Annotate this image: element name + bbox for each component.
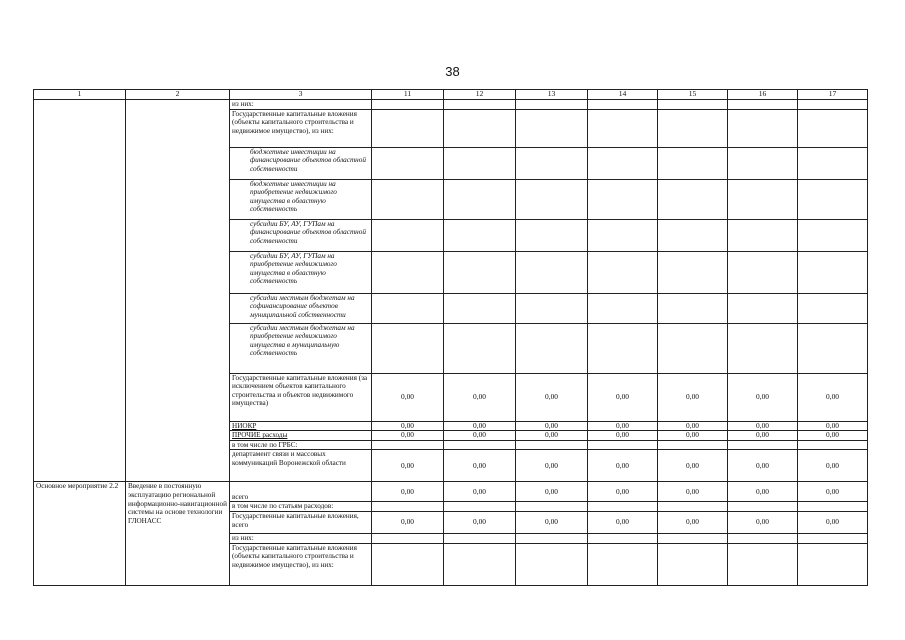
header-cell: 17 <box>798 90 868 100</box>
value-cell: 0,00 <box>516 421 588 431</box>
value-cell <box>588 293 658 323</box>
value-cell <box>372 440 444 450</box>
value-cell <box>444 533 516 543</box>
row-label: субсидии местным бюджетам на софинансирование объектов муниципальной собственности <box>230 293 372 323</box>
value-cell <box>798 502 868 512</box>
measure-title-cell: Введение в постоянную эксплуатацию региональной информационно-навигационной системы на основе технологии ГЛОНАСС <box>126 482 230 585</box>
value-cell <box>588 543 658 585</box>
value-cell <box>798 219 868 251</box>
value-cell: 0,00 <box>658 373 728 421</box>
value-cell <box>798 147 868 179</box>
value-cell: 0,00 <box>728 373 798 421</box>
value-cell <box>444 323 516 373</box>
value-cell <box>516 109 588 147</box>
value-cell <box>728 99 798 109</box>
value-cell <box>728 109 798 147</box>
header-cell: 3 <box>230 90 372 100</box>
value-cell <box>372 251 444 293</box>
value-cell <box>588 323 658 373</box>
measure-name-cell <box>126 99 230 482</box>
value-cell <box>588 251 658 293</box>
value-cell <box>728 293 798 323</box>
row-label: Государственные капитальные вложения (объекты капитального строительства и недвижимое имущество), из них: <box>230 109 372 147</box>
value-cell: 0,00 <box>588 431 658 441</box>
value-cell <box>798 109 868 147</box>
header-row <box>34 90 868 100</box>
header-cell: 16 <box>728 90 798 100</box>
value-cell: 0,00 <box>658 511 728 533</box>
header-cell: 13 <box>516 90 588 100</box>
value-cell: 0,00 <box>372 511 444 533</box>
value-cell <box>372 219 444 251</box>
row-label: Государственные капитальные вложения, всего <box>230 511 372 533</box>
value-cell <box>588 219 658 251</box>
row-label: из них: <box>230 99 372 109</box>
value-cell <box>588 99 658 109</box>
value-cell <box>798 179 868 219</box>
table-row <box>34 99 868 109</box>
value-cell <box>588 147 658 179</box>
value-cell: 0,00 <box>444 482 516 502</box>
value-cell: 0,00 <box>444 511 516 533</box>
value-cell <box>444 109 516 147</box>
value-cell: 0,00 <box>798 482 868 502</box>
value-cell <box>588 440 658 450</box>
value-cell <box>444 99 516 109</box>
value-cell <box>798 251 868 293</box>
value-cell <box>798 293 868 323</box>
value-cell <box>516 219 588 251</box>
measure-cell <box>34 99 126 482</box>
row-label: ПРОЧИЕ расходы <box>230 431 372 441</box>
header-cell: 15 <box>658 90 728 100</box>
row-label: субсидии БУ, АУ, ГУПам на финансирование объектов областной собственности <box>230 219 372 251</box>
value-cell <box>658 99 728 109</box>
value-cell <box>658 179 728 219</box>
value-cell <box>798 440 868 450</box>
header-cell: 12 <box>444 90 516 100</box>
value-cell <box>372 543 444 585</box>
value-cell <box>372 99 444 109</box>
value-cell <box>444 440 516 450</box>
value-cell: 0,00 <box>372 421 444 431</box>
value-cell <box>516 251 588 293</box>
value-cell <box>444 219 516 251</box>
value-cell <box>516 323 588 373</box>
value-cell <box>728 533 798 543</box>
value-cell <box>588 502 658 512</box>
value-cell <box>798 323 868 373</box>
value-cell: 0,00 <box>588 450 658 482</box>
value-cell <box>444 293 516 323</box>
value-cell: 0,00 <box>728 431 798 441</box>
value-cell: 0,00 <box>588 511 658 533</box>
value-cell: 0,00 <box>588 373 658 421</box>
value-cell: 0,00 <box>372 373 444 421</box>
value-cell: 0,00 <box>372 482 444 502</box>
value-cell <box>516 179 588 219</box>
row-label: из них: <box>230 533 372 543</box>
value-cell <box>728 543 798 585</box>
value-cell <box>444 251 516 293</box>
budget-table <box>33 89 868 586</box>
value-cell <box>798 543 868 585</box>
value-cell <box>372 147 444 179</box>
value-cell <box>372 179 444 219</box>
value-cell: 0,00 <box>444 421 516 431</box>
value-cell: 0,00 <box>588 482 658 502</box>
value-cell: 0,00 <box>728 421 798 431</box>
value-cell: 0,00 <box>444 431 516 441</box>
value-cell: 0,00 <box>516 431 588 441</box>
value-cell <box>372 502 444 512</box>
value-cell <box>658 219 728 251</box>
header-cell: 11 <box>372 90 444 100</box>
value-cell: 0,00 <box>516 373 588 421</box>
value-cell <box>728 219 798 251</box>
row-label: бюджетные инвестиции на финансирование объектов областной собственности <box>230 147 372 179</box>
row-label: в том числе по ГРБС: <box>230 440 372 450</box>
header-cell: 14 <box>588 90 658 100</box>
table-row <box>34 482 868 502</box>
value-cell: 0,00 <box>372 450 444 482</box>
value-cell <box>516 440 588 450</box>
value-cell <box>728 502 798 512</box>
value-cell <box>516 502 588 512</box>
value-cell <box>658 502 728 512</box>
value-cell: 0,00 <box>798 431 868 441</box>
value-cell <box>444 543 516 585</box>
value-cell <box>588 109 658 147</box>
value-cell <box>728 251 798 293</box>
value-cell <box>372 293 444 323</box>
header-cell: 1 <box>34 90 126 100</box>
value-cell: 0,00 <box>728 450 798 482</box>
value-cell <box>728 323 798 373</box>
value-cell <box>516 147 588 179</box>
value-cell <box>658 323 728 373</box>
value-cell: 0,00 <box>728 482 798 502</box>
value-cell: 0,00 <box>798 450 868 482</box>
row-label: субсидии БУ, АУ, ГУПам на приобретение недвижимого имущества в областную собственность <box>230 251 372 293</box>
value-cell <box>372 323 444 373</box>
value-cell: 0,00 <box>444 450 516 482</box>
value-cell <box>516 293 588 323</box>
value-cell <box>798 533 868 543</box>
value-cell <box>658 251 728 293</box>
value-cell: 0,00 <box>516 511 588 533</box>
value-cell <box>658 293 728 323</box>
value-cell: 0,00 <box>658 450 728 482</box>
value-cell <box>728 179 798 219</box>
row-label: всего <box>230 482 372 502</box>
value-cell: 0,00 <box>798 421 868 431</box>
value-cell <box>372 109 444 147</box>
row-label: НИОКР <box>230 421 372 431</box>
row-label: Государственные капитальные вложения (объекты капитального строительства и недвижимое имущество), из них: <box>230 543 372 585</box>
value-cell: 0,00 <box>658 431 728 441</box>
row-label: в том числе по статьям расходов: <box>230 502 372 512</box>
value-cell <box>658 147 728 179</box>
value-cell <box>444 179 516 219</box>
row-label: субсидии местным бюджетам на приобретение недвижимого имущества в муниципальную собственность <box>230 323 372 373</box>
measure-number-cell: Основное мероприятие 2.2 <box>34 482 126 585</box>
value-cell: 0,00 <box>658 482 728 502</box>
value-cell: 0,00 <box>658 421 728 431</box>
value-cell <box>372 533 444 543</box>
value-cell: 0,00 <box>516 482 588 502</box>
value-cell <box>658 543 728 585</box>
row-label: Государственные капитальные вложения (за исключением объектов капитального строительства и объектов недвижимого имущества) <box>230 373 372 421</box>
value-cell <box>728 440 798 450</box>
value-cell: 0,00 <box>372 431 444 441</box>
value-cell: 0,00 <box>516 450 588 482</box>
value-cell: 0,00 <box>444 373 516 421</box>
value-cell <box>588 179 658 219</box>
value-cell <box>588 533 658 543</box>
value-cell: 0,00 <box>798 373 868 421</box>
value-cell <box>658 440 728 450</box>
row-label: бюджетные инвестиции на приобретение недвижимого имущества в областную собственность <box>230 179 372 219</box>
value-cell <box>658 109 728 147</box>
row-label: департамент связи и массовых коммуникаций Воронежской области <box>230 450 372 482</box>
value-cell: 0,00 <box>588 421 658 431</box>
header-cell: 2 <box>126 90 230 100</box>
value-cell: 0,00 <box>798 511 868 533</box>
value-cell <box>516 533 588 543</box>
value-cell <box>444 147 516 179</box>
page-number: 38 <box>445 64 460 79</box>
value-cell <box>516 99 588 109</box>
value-cell: 0,00 <box>728 511 798 533</box>
value-cell <box>798 99 868 109</box>
value-cell <box>658 533 728 543</box>
value-cell <box>516 543 588 585</box>
value-cell <box>444 502 516 512</box>
value-cell <box>728 147 798 179</box>
